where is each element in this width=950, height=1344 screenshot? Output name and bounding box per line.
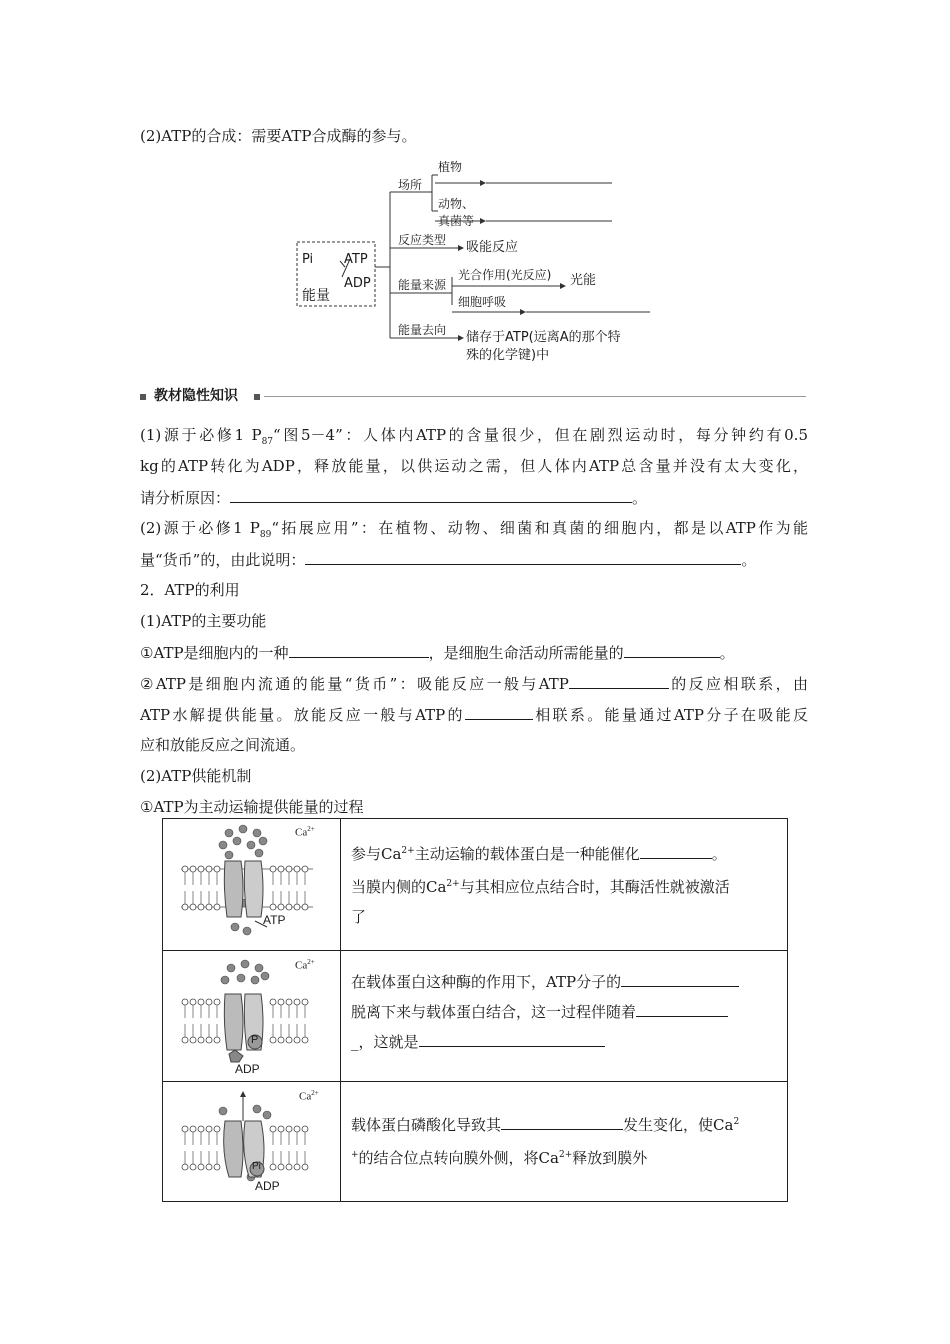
atp-concept-diagram [290,155,670,370]
answer-blank[interactable] [636,1001,728,1017]
square-bullet-icon [254,394,260,400]
func-2-line-1: ②ATP是细胞内流通的能量“货币”：吸能反应一般与ATP 的反应相联系，由 [140,675,808,693]
ca-label: $Ca^{2+}$ [299,1089,319,1103]
answer-blank[interactable] [640,843,712,859]
row-1-text: 参与$Ca^{2+}$主动运输的载体蛋白是一种能催化 。 当膜内侧的$Ca^{2+}$与其相应位点结合时，其酶活性就被激活 了 [351,845,730,926]
func-1: ①ATP是细胞内的一种 ，是细胞生命活动所需能量的 。 [140,644,735,662]
func-2-line-3: 应和放能反应之间流通。 [140,736,306,754]
row-3-text: 载体蛋白磷酸化导致其 发生变化，使Ca$^2$ +的结合位点转向膜外侧，将$Ca^{2+}$释放到膜外 [351,1116,740,1167]
answer-blank[interactable] [624,642,720,658]
source-photo-result: 光能 [570,273,597,288]
diagram-atp: ATP [344,252,368,267]
answer-blank[interactable] [419,1031,605,1047]
dest-value-2: 殊的化学键)中 [466,348,550,363]
q1-line-3: 请分析原因： 。 [140,489,648,507]
table-row [163,950,787,1082]
site-plant: 植物 [438,160,463,174]
section-divider [264,396,806,397]
adp-label: ADP [255,1179,280,1193]
p-label: P [251,1034,259,1046]
site-animal: 动物、 [438,197,475,211]
source-photo: 光合作用(光反应) [458,268,552,282]
branch-dest: 能量去向 [398,323,447,337]
site-fungi: 真菌等 [438,214,475,228]
source-resp: 细胞呼吸 [458,295,507,309]
membrane-figure-2 [163,950,341,1081]
answer-blank[interactable] [289,642,429,658]
answer-blank[interactable] [501,1114,623,1130]
square-bullet-icon [140,394,146,400]
branch-site: 场所 [398,178,423,192]
answer-blank[interactable] [230,487,632,503]
answer-blank[interactable] [621,971,739,987]
adp-label: ADP [235,1062,260,1076]
func-2-line-2: ATP水解提供能量。放能反应一般与ATP的 相联系。能量通过ATP分子在吸能反 [140,706,808,724]
ca-label: $Ca^{2+}$ [295,958,315,972]
table-row [163,819,787,951]
branch-reaction: 反应类型 [398,233,447,247]
heading-atp-use: 2．ATP的利用 [140,581,240,599]
section-heading [140,386,806,408]
q2-line-1: (2)源于必修1 $P_{89}“$拓展应用”：在植物、动物、细菌和真菌的细胞内，都是以ATP作为能 [140,519,809,540]
reaction-value: 吸能反应 [466,240,519,255]
answer-blank[interactable] [569,673,669,689]
section-title: 教材隐性知识 [154,388,238,404]
mechanism-title: ①ATP为主动运输提供能量的过程 [140,798,364,816]
q1-line-1: (1)源于必修1 $P_{87}“$图5－4”：人体内ATP的含量很少，但在剧烈运动时，每分钟约有0.5 [140,426,808,447]
diagram-energy: 能量 [302,288,330,304]
membrane-figure-1 [163,819,341,950]
pi-label: Pi [252,1161,261,1172]
answer-blank[interactable] [465,704,533,720]
sub-heading-function: (1)ATP的主要功能 [140,612,267,630]
membrane-figure-3 [163,1081,341,1201]
diagram-adp: ADP [344,276,371,291]
answer-blank[interactable] [305,549,741,565]
q2-line-2: 量“货币”的，由此说明： 。 [140,551,757,569]
q1-line-2: kg的ATP转化为ADP，释放能量，以供运动之需，但人体内ATP总含量并没有太大变化， [140,457,808,475]
synthesis-line: (2)ATP的合成：需要ATP合成酶的参与。 [140,127,417,145]
sub-heading-mechanism: (2)ATP供能机制 [140,767,252,785]
diagram-pi: Pi [302,252,314,267]
mechanism-table [162,818,788,1202]
ca-label: $Ca^{2+}$ [295,825,315,839]
atp-label: ATP [263,913,286,927]
row-2-text: 在载体蛋白这种酶的作用下，ATP分子的 脱离下来与载体蛋白结合，这一过程伴随着 _，这就是 [351,967,779,1057]
branch-source: 能量来源 [398,278,447,292]
table-row [163,1081,787,1201]
dest-value-1: 储存于ATP(远离A的那个特 [466,330,621,345]
